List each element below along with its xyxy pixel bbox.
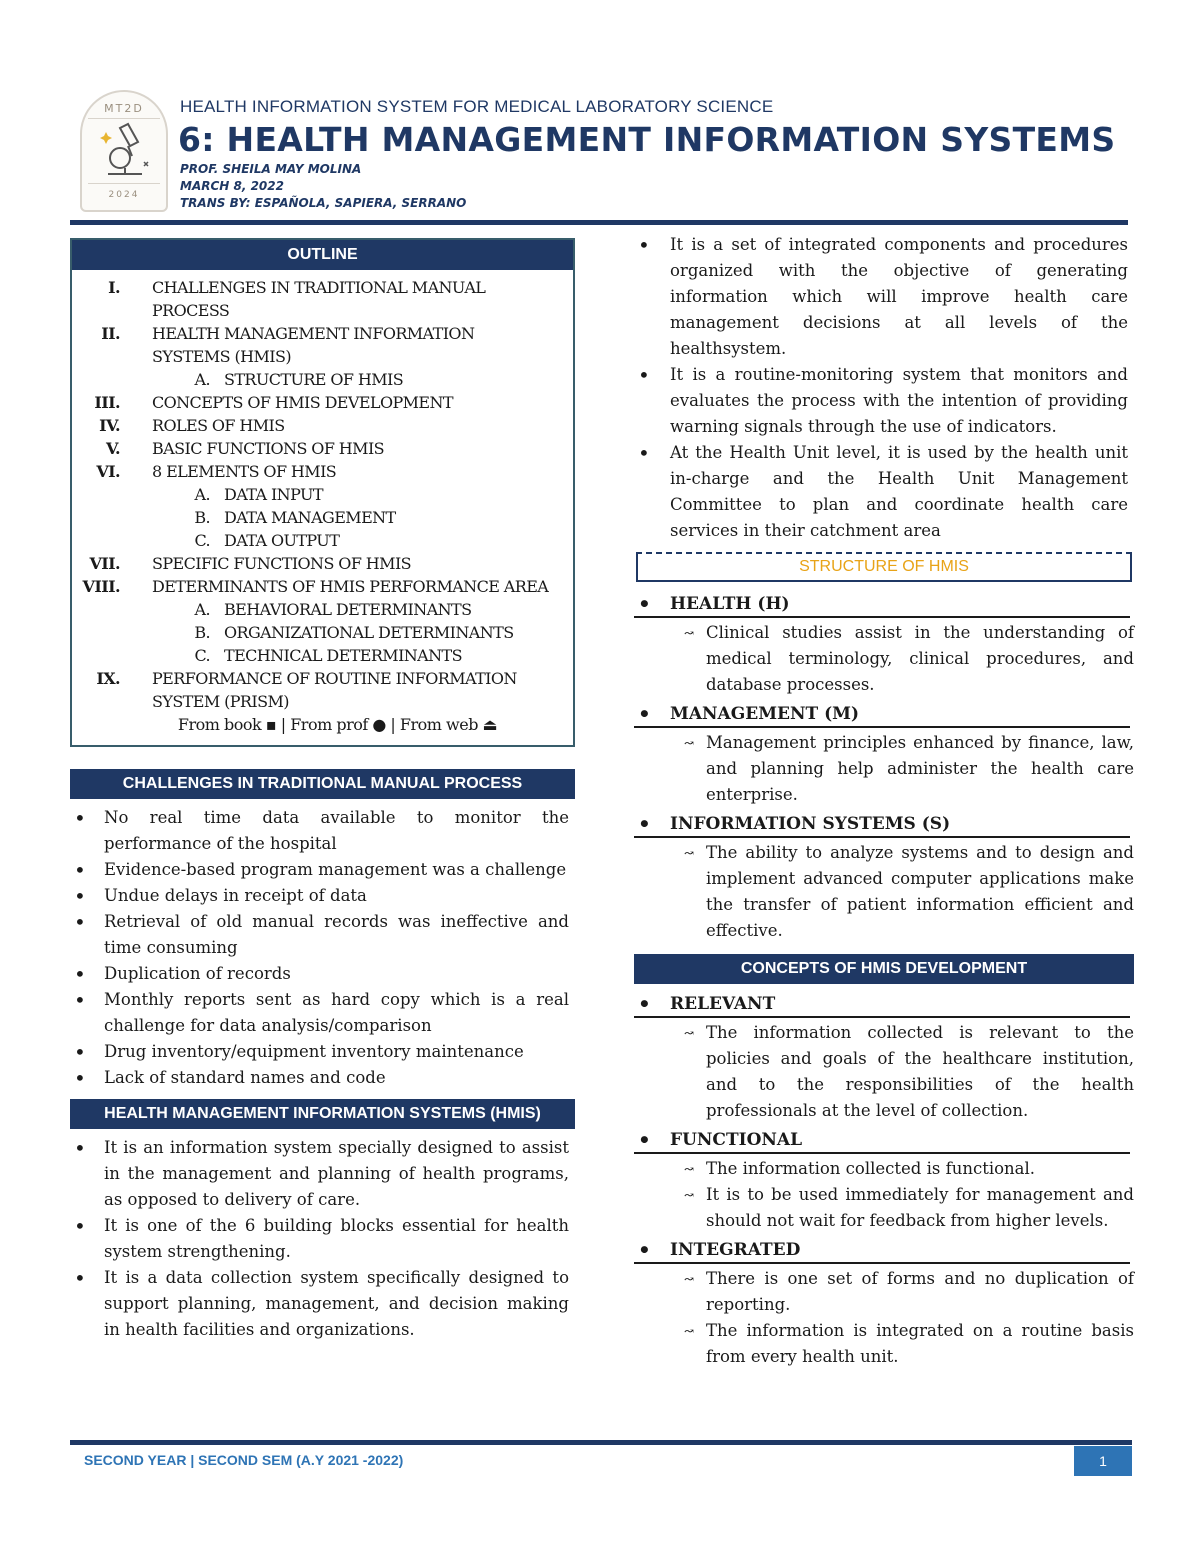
outline-item-text: DETERMINANTS OF HMIS PERFORMANCE AREA bbox=[152, 577, 549, 596]
outline-item-text: HEALTH MANAGEMENT INFORMATION SYSTEMS (HMIS) bbox=[152, 324, 475, 366]
hmis-list-continued bbox=[634, 232, 1134, 544]
topic-group bbox=[634, 992, 1134, 1124]
footer-divider bbox=[70, 1440, 1132, 1445]
outline-item-number: VI. bbox=[96, 462, 120, 481]
topic-point: ↝ Clinical studies assist in the understanding of medical terminology, clinical procedures, and database processes. bbox=[634, 620, 1134, 698]
section-heading-hmis: HEALTH MANAGEMENT INFORMATION SYSTEMS (HMIS) bbox=[70, 1099, 575, 1129]
topic-title: • MANAGEMENT (M) bbox=[634, 702, 1130, 728]
bullet-item: • Lack of standard names and code bbox=[70, 1065, 569, 1091]
outline-item bbox=[72, 322, 573, 368]
bullet-item: • Drug inventory/equipment inventory maintenance bbox=[70, 1039, 569, 1065]
topic-title: • HEALTH (H) bbox=[634, 592, 1130, 618]
hmis-list bbox=[70, 1135, 575, 1343]
topic-group bbox=[634, 1128, 1134, 1234]
outline-item-number: VIII. bbox=[82, 577, 120, 596]
outline-item-number: A. bbox=[194, 485, 210, 504]
lecture-date: MARCH 8, 2022 bbox=[180, 179, 284, 193]
outline-item-text: TECHNICAL DETERMINANTS bbox=[224, 646, 462, 665]
outline-item-number: IV. bbox=[99, 416, 120, 435]
subheading-structure: STRUCTURE OF HMIS bbox=[636, 552, 1132, 582]
outline-item-text: 8 ELEMENTS OF HMIS bbox=[152, 462, 337, 481]
bullet-item: • No real time data available to monitor the performance of the hospital bbox=[70, 805, 569, 857]
topic-title: • FUNCTIONAL bbox=[634, 1128, 1130, 1154]
outline-item bbox=[72, 529, 573, 552]
outline-item-number: I. bbox=[108, 278, 120, 297]
topic-points bbox=[634, 1266, 1134, 1370]
section-heading-concepts: CONCEPTS OF HMIS DEVELOPMENT bbox=[634, 954, 1134, 984]
outline-item-text: STRUCTURE OF HMIS bbox=[224, 370, 404, 389]
outline-item-number: C. bbox=[194, 646, 210, 665]
outline-item bbox=[72, 552, 573, 575]
logo-year-text: 2024 bbox=[108, 190, 140, 200]
outline-item bbox=[72, 621, 573, 644]
structure-list bbox=[634, 592, 1134, 944]
outline-item bbox=[72, 644, 573, 667]
source-legend: From book ▪ | From prof ● | From web ⏏ bbox=[177, 715, 498, 734]
topic-group bbox=[634, 702, 1134, 808]
bullet-item: • Undue delays in receipt of data bbox=[70, 883, 569, 909]
challenges-list bbox=[70, 805, 575, 1091]
outline-item-text: CHALLENGES IN TRADITIONAL MANUAL PROCESS bbox=[152, 278, 486, 320]
professor-name: PROF. SHEILA MAY MOLINA bbox=[180, 162, 362, 176]
outline-item-number: II. bbox=[101, 324, 120, 343]
outline-item-text: PERFORMANCE OF ROUTINE INFORMATION SYSTEM (PRISM) bbox=[152, 669, 517, 711]
concepts-list bbox=[634, 992, 1134, 1370]
outline-item-number: A. bbox=[194, 370, 210, 389]
outline-item-number: V. bbox=[106, 439, 120, 458]
topic-point: ↝ Management principles enhanced by finance, law, and planning help administer the health care enterprise. bbox=[634, 730, 1134, 808]
bullet-item: • Retrieval of old manual records was ineffective and time consuming bbox=[70, 909, 569, 961]
header-divider bbox=[70, 220, 1128, 225]
outline-item-number: VII. bbox=[89, 554, 120, 573]
outline-item-text: DATA MANAGEMENT bbox=[224, 508, 396, 527]
topic-point: ↝ The information collected is relevant to the policies and goals of the healthcare institution, and to the responsibilities of the health professionals at the level of collection. bbox=[634, 1020, 1134, 1124]
topic-group bbox=[634, 592, 1134, 698]
logo-divider bbox=[88, 118, 160, 119]
outline-item bbox=[72, 575, 573, 598]
outline-item bbox=[72, 483, 573, 506]
outline-item bbox=[72, 460, 573, 483]
topic-point: ↝ The information collected is functional. bbox=[634, 1156, 1134, 1182]
outline-list bbox=[72, 270, 573, 713]
outline-item bbox=[72, 391, 573, 414]
bullet-item: • It is a set of integrated components and procedures organized with the objective of generating information which will improve health care management decisions at all levels of the healthsystem. bbox=[634, 232, 1128, 362]
logo-top-text: MT2D bbox=[104, 102, 144, 115]
topic-title: • RELEVANT bbox=[634, 992, 1130, 1018]
outline-item bbox=[72, 667, 573, 713]
outline-item-text: CONCEPTS OF HMIS DEVELOPMENT bbox=[152, 393, 453, 412]
topic-title: • INTEGRATED bbox=[634, 1238, 1130, 1264]
outline-item-text: DATA OUTPUT bbox=[224, 531, 340, 550]
outline-box bbox=[70, 238, 575, 747]
outline-item-text: BEHAVIORAL DETERMINANTS bbox=[224, 600, 472, 619]
outline-item-text: ORGANIZATIONAL DETERMINANTS bbox=[224, 623, 514, 642]
outline-item-text: DATA INPUT bbox=[224, 485, 323, 504]
outline-item bbox=[72, 414, 573, 437]
topic-point: ↝ There is one set of forms and no duplication of reporting. bbox=[634, 1266, 1134, 1318]
outline-heading: OUTLINE bbox=[72, 240, 573, 270]
outline-item-number: B. bbox=[194, 623, 210, 642]
topic-group bbox=[634, 1238, 1134, 1370]
outline-item-number: A. bbox=[194, 600, 210, 619]
outline-item-number: III. bbox=[94, 393, 120, 412]
outline-item bbox=[72, 437, 573, 460]
outline-item bbox=[72, 368, 573, 391]
section-heading-challenges: CHALLENGES IN TRADITIONAL MANUAL PROCESS bbox=[70, 769, 575, 799]
bullet-item: • Evidence-based program management was a challenge bbox=[70, 857, 569, 883]
right-column bbox=[634, 232, 1134, 1374]
topic-title: • INFORMATION SYSTEMS (S) bbox=[634, 812, 1130, 838]
page-number: 1 bbox=[1074, 1446, 1132, 1476]
topic-point: ↝ The information is integrated on a routine basis from every health unit. bbox=[634, 1318, 1134, 1370]
outline-item-text: ROLES OF HMIS bbox=[152, 416, 285, 435]
topic-points bbox=[634, 840, 1134, 944]
outline-item bbox=[72, 598, 573, 621]
outline-item-number: B. bbox=[194, 508, 210, 527]
topic-point: ↝ The ability to analyze systems and to design and implement advanced computer applications make the transfer of patient information efficient and effective. bbox=[634, 840, 1134, 944]
microscope-icon bbox=[98, 122, 154, 182]
course-title: HEALTH INFORMATION SYSTEM FOR MEDICAL LABORATORY SCIENCE bbox=[180, 97, 774, 116]
topic-point: ↝ It is to be used immediately for management and should not wait for feedback from higher levels. bbox=[634, 1182, 1134, 1234]
bullet-item: • Monthly reports sent as hard copy which is a real challenge for data analysis/comparison bbox=[70, 987, 569, 1039]
outline-item bbox=[72, 506, 573, 529]
outline-item-number: IX. bbox=[96, 669, 120, 688]
left-column bbox=[70, 238, 575, 1343]
logo-divider bbox=[88, 183, 160, 184]
bullet-item: • It is one of the 6 building blocks essential for health system strengthening. bbox=[70, 1213, 569, 1265]
bullet-item: • It is a routine-monitoring system that monitors and evaluates the process with the intention of providing warning signals through the use of indicators. bbox=[634, 362, 1128, 440]
bullet-item: • It is an information system specially designed to assist in the management and planning of health programs, as opposed to delivery of care. bbox=[70, 1135, 569, 1213]
topic-points bbox=[634, 730, 1134, 808]
bullet-item: • It is a data collection system specifically designed to support planning, management, and decision making in health facilities and organizations. bbox=[70, 1265, 569, 1343]
course-logo bbox=[80, 90, 168, 212]
topic-points bbox=[634, 620, 1134, 698]
topic-points bbox=[634, 1156, 1134, 1234]
bullet-item: • At the Health Unit level, it is used by the health unit in-charge and the Health Unit Management Committee to plan and coordinate health care services in their catchment area bbox=[634, 440, 1128, 544]
outline-item-text: SPECIFIC FUNCTIONS OF HMIS bbox=[152, 554, 412, 573]
outline-item-text: BASIC FUNCTIONS OF HMIS bbox=[152, 439, 385, 458]
outline-item-number: C. bbox=[194, 531, 210, 550]
footer-text: SECOND YEAR | SECOND SEM (A.Y 2021 -2022) bbox=[84, 1452, 404, 1468]
page-title: 6: HEALTH MANAGEMENT INFORMATION SYSTEMS bbox=[178, 120, 1116, 159]
outline-item bbox=[72, 276, 573, 322]
bullet-item: • Duplication of records bbox=[70, 961, 569, 987]
topic-group bbox=[634, 812, 1134, 944]
topic-points bbox=[634, 1020, 1134, 1124]
transcribers: TRANS BY: ESPAÑOLA, SAPIERA, SERRANO bbox=[180, 196, 467, 210]
